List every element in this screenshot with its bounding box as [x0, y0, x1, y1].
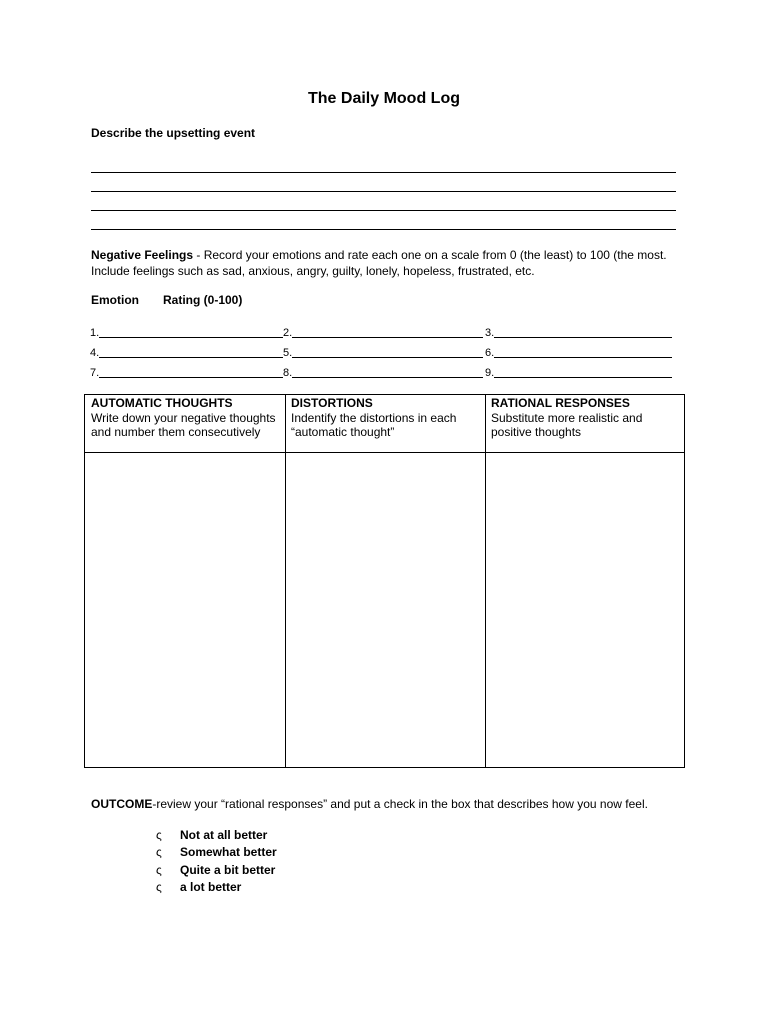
- automatic-thoughts-cell[interactable]: [85, 453, 285, 767]
- emotion-slot-8[interactable]: [283, 365, 483, 379]
- outcome-label: OUTCOME: [91, 797, 153, 811]
- event-line-2[interactable]: [91, 191, 676, 192]
- slot-number: 3.: [485, 327, 495, 339]
- emotion-slot-7[interactable]: [90, 365, 283, 379]
- slot-number: 1.: [90, 327, 100, 339]
- rational-responses-cell[interactable]: [485, 453, 684, 767]
- outcome-option-1[interactable]: [156, 828, 267, 842]
- negative-feelings-text: - Record your emotions and rate each one on a scale from 0 (the least) to 100 (the most. Include feelings such as sad, anxious, angry, guilty, lonely, hopeless, frustrated, etc.: [91, 248, 667, 278]
- slot-number: 6.: [485, 347, 495, 359]
- checkbox-bullet-icon[interactable]: ς: [156, 845, 162, 859]
- event-line-1[interactable]: [91, 172, 676, 173]
- outcome-instructions: [91, 797, 648, 811]
- column-title: AUTOMATIC THOUGHTS: [91, 396, 233, 410]
- option-label: Not at all better: [180, 828, 268, 842]
- event-line-4[interactable]: [91, 229, 676, 230]
- outcome-option-3[interactable]: [156, 863, 275, 877]
- rational-responses-column: [485, 395, 684, 767]
- emotion-slot-4[interactable]: [90, 345, 283, 359]
- slot-number: 8.: [283, 367, 293, 379]
- slot-number: 5.: [283, 347, 293, 359]
- column-description: Indentify the distortions in each “automatic thought”: [291, 410, 457, 439]
- thoughts-table: [84, 394, 685, 768]
- column-description: Write down your negative thoughts and number them consecutively: [91, 410, 276, 439]
- negative-feelings-label: Negative Feelings: [91, 248, 194, 262]
- slot-number: 4.: [90, 347, 100, 359]
- checkbox-bullet-icon[interactable]: ς: [156, 863, 162, 877]
- emotion-slot-6[interactable]: [485, 345, 672, 359]
- event-heading: Describe the upsetting event: [91, 126, 256, 140]
- distortions-column: [285, 395, 486, 767]
- emotion-slot-3[interactable]: [485, 325, 672, 339]
- event-line-3[interactable]: [91, 210, 676, 211]
- checkbox-bullet-icon[interactable]: ς: [156, 880, 162, 894]
- emotion-slot-5[interactable]: [283, 345, 483, 359]
- column-description: Substitute more realistic and positive thoughts: [491, 410, 643, 439]
- distortions-cell[interactable]: [285, 453, 485, 767]
- column-header: [85, 395, 285, 453]
- page-title: The Daily Mood Log: [308, 90, 460, 107]
- emotion-slot-9[interactable]: [485, 365, 672, 379]
- outcome-text: -review your “rational responses” and put a check in the box that describes how you now feel.: [152, 797, 648, 811]
- automatic-thoughts-column: [85, 395, 286, 767]
- option-label: Quite a bit better: [180, 863, 276, 877]
- negative-feelings-instructions: [91, 247, 671, 279]
- column-title: RATIONAL RESPONSES: [491, 396, 630, 410]
- option-label: Somewhat better: [180, 845, 277, 859]
- checkbox-bullet-icon[interactable]: ς: [156, 828, 162, 842]
- option-label: a lot better: [180, 880, 242, 894]
- column-header: [285, 395, 485, 453]
- slot-number: 2.: [283, 327, 293, 339]
- slot-number: 9.: [485, 367, 495, 379]
- emotion-slot-2[interactable]: [283, 325, 483, 339]
- column-header: [485, 395, 684, 453]
- outcome-option-2[interactable]: [156, 845, 277, 859]
- emotion-label: Emotion: [91, 293, 139, 307]
- slot-number: 7.: [90, 367, 100, 379]
- emotion-slot-1[interactable]: [90, 325, 283, 339]
- outcome-option-4[interactable]: [156, 880, 241, 894]
- column-title: DISTORTIONS: [291, 396, 373, 410]
- rating-label: Rating (0-100): [163, 293, 243, 307]
- emotion-rating-header: [91, 293, 242, 307]
